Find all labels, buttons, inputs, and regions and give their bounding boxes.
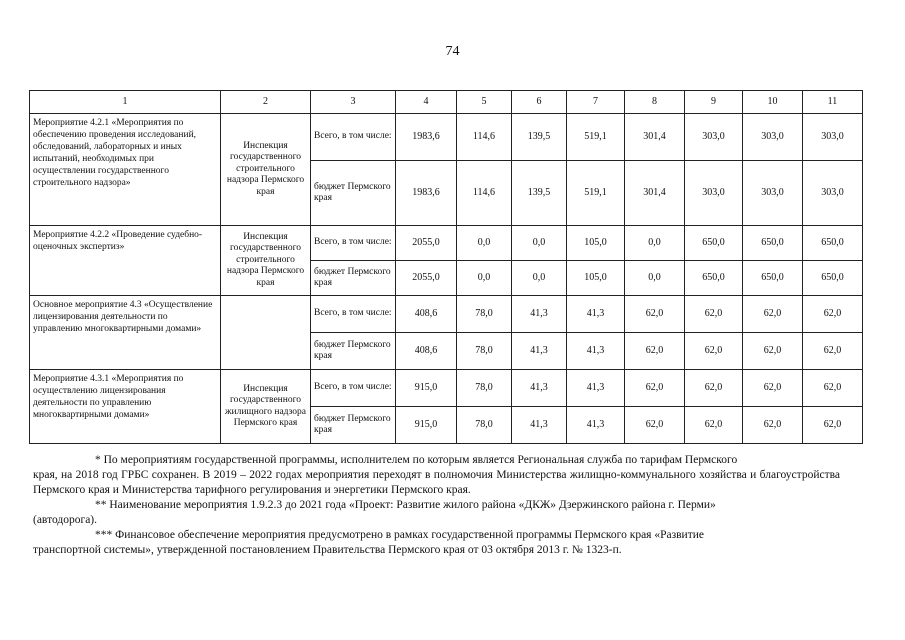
funding-source-cell: бюджет Пермского края [311,261,396,296]
column-header: 6 [512,91,567,114]
measure-name-cell: Мероприятие 4.2.1 «Мероприятия по обеспечению проведения исследований, обследований, лабораторных и иных испытаний, необходимых при осуществлении государственного строительного надзора» [30,114,221,226]
amount-cell: 62,0 [685,296,743,333]
amount-cell: 62,0 [803,407,863,444]
amount-cell: 915,0 [396,407,457,444]
funding-source-cell: бюджет Пермского края [311,333,396,370]
amount-cell: 650,0 [803,261,863,296]
executor-cell: Инспекция государственного строительного надзора Пермского края [221,226,311,296]
page-number: 74 [445,44,460,59]
amount-cell: 62,0 [685,370,743,407]
column-header: 8 [625,91,685,114]
amount-cell: 41,3 [512,370,567,407]
amount-cell: 62,0 [625,407,685,444]
amount-cell: 650,0 [685,226,743,261]
amount-cell: 0,0 [512,261,567,296]
amount-cell: 0,0 [457,226,512,261]
amount-cell: 0,0 [625,261,685,296]
funding-source-cell: бюджет Пермского края [311,161,396,226]
footnote [33,453,840,498]
column-header: 2 [221,91,311,114]
column-header: 10 [743,91,803,114]
amount-cell: 41,3 [512,407,567,444]
amount-cell: 303,0 [803,114,863,161]
footnote-continuation: края, на 2018 год ГРБС сохранен. В 2019 – 2022 годах мероприятия переходят в полномочия Министерства жилищно-коммунального хозяйства и благоустройства Пермского края и Министерства тарифного регулирования и энергетики Пермского края. [33,469,840,496]
amount-cell: 62,0 [625,333,685,370]
amount-cell: 650,0 [743,261,803,296]
amount-cell: 408,6 [396,333,457,370]
amount-cell: 139,5 [512,161,567,226]
amount-cell: 0,0 [512,226,567,261]
amount-cell: 650,0 [743,226,803,261]
column-header: 5 [457,91,512,114]
amount-cell: 41,3 [567,370,625,407]
amount-cell: 62,0 [803,296,863,333]
footnote-continuation: (автодорога). [33,514,97,526]
column-header: 7 [567,91,625,114]
amount-cell: 303,0 [743,161,803,226]
amount-cell: 78,0 [457,407,512,444]
amount-cell: 915,0 [396,370,457,407]
executor-cell [221,296,311,370]
funding-source-cell: Всего, в том числе: [311,226,396,261]
table-row [30,226,863,261]
column-header: 3 [311,91,396,114]
table-body [30,114,863,444]
amount-cell: 303,0 [685,114,743,161]
amount-cell: 650,0 [685,261,743,296]
amount-cell: 1983,6 [396,114,457,161]
amount-cell: 62,0 [743,296,803,333]
column-header: 11 [803,91,863,114]
amount-cell: 78,0 [457,333,512,370]
measure-name-cell: Мероприятие 4.3.1 «Мероприятия по осуществлению лицензирования деятельности по управлению многоквартирными домами» [30,370,221,444]
amount-cell: 41,3 [512,296,567,333]
amount-cell: 303,0 [803,161,863,226]
amount-cell: 139,5 [512,114,567,161]
footnote [33,498,840,528]
amount-cell: 301,4 [625,161,685,226]
amount-cell: 41,3 [567,296,625,333]
executor-cell: Инспекция государственного жилищного надзора Пермского края [221,370,311,444]
column-header: 4 [396,91,457,114]
amount-cell: 650,0 [803,226,863,261]
amount-cell: 62,0 [803,370,863,407]
amount-cell: 62,0 [625,370,685,407]
amount-cell: 62,0 [685,333,743,370]
budget-table [29,90,863,444]
amount-cell: 62,0 [803,333,863,370]
amount-cell: 62,0 [743,370,803,407]
column-header: 9 [685,91,743,114]
funding-source-cell: Всего, в том числе: [311,296,396,333]
funding-source-cell: Всего, в том числе: [311,370,396,407]
amount-cell: 519,1 [567,161,625,226]
amount-cell: 2055,0 [396,226,457,261]
amount-cell: 114,6 [457,161,512,226]
amount-cell: 1983,6 [396,161,457,226]
funding-source-cell: бюджет Пермского края [311,407,396,444]
amount-cell: 62,0 [743,333,803,370]
executor-cell: Инспекция государственного строительного надзора Пермского края [221,114,311,226]
footnote-first-line: *** Финансовое обеспечение мероприятия предусмотрено в рамках государственной программы Пермского края «Развитие [95,529,704,541]
footnote-first-line: ** Наименование мероприятия 1.9.2.3 до 2021 года «Проект: Развитие жилого района «ДКЖ» Дзержинского района г. Перми» [95,499,716,511]
amount-cell: 78,0 [457,296,512,333]
table-header-row [30,91,863,114]
footnotes [33,453,840,558]
amount-cell: 105,0 [567,226,625,261]
amount-cell: 41,3 [567,407,625,444]
amount-cell: 301,4 [625,114,685,161]
amount-cell: 2055,0 [396,261,457,296]
amount-cell: 41,3 [512,333,567,370]
table-row [30,296,863,333]
table-row [30,370,863,407]
column-header: 1 [30,91,221,114]
amount-cell: 62,0 [625,296,685,333]
table-row [30,114,863,161]
amount-cell: 62,0 [685,407,743,444]
measure-name-cell: Основное мероприятие 4.3 «Осуществление лицензирования деятельности по управлению многоквартирными домами» [30,296,221,370]
amount-cell: 303,0 [743,114,803,161]
footnote [33,528,840,558]
amount-cell: 41,3 [567,333,625,370]
amount-cell: 0,0 [625,226,685,261]
amount-cell: 114,6 [457,114,512,161]
footnote-continuation: транспортной системы», утвержденной постановлением Правительства Пермского края от 03 октября 2013 г. № 1323-п. [33,544,622,556]
measure-name-cell: Мероприятие 4.2.2 «Проведение судебно-оценочных экспертиз» [30,226,221,296]
amount-cell: 62,0 [743,407,803,444]
amount-cell: 0,0 [457,261,512,296]
amount-cell: 303,0 [685,161,743,226]
amount-cell: 78,0 [457,370,512,407]
amount-cell: 105,0 [567,261,625,296]
amount-cell: 408,6 [396,296,457,333]
amount-cell: 519,1 [567,114,625,161]
footnote-first-line: * По мероприятиям государственной программы, исполнителем по которым является Региональная служба по тарифам Пермского [95,454,738,466]
funding-source-cell: Всего, в том числе: [311,114,396,161]
